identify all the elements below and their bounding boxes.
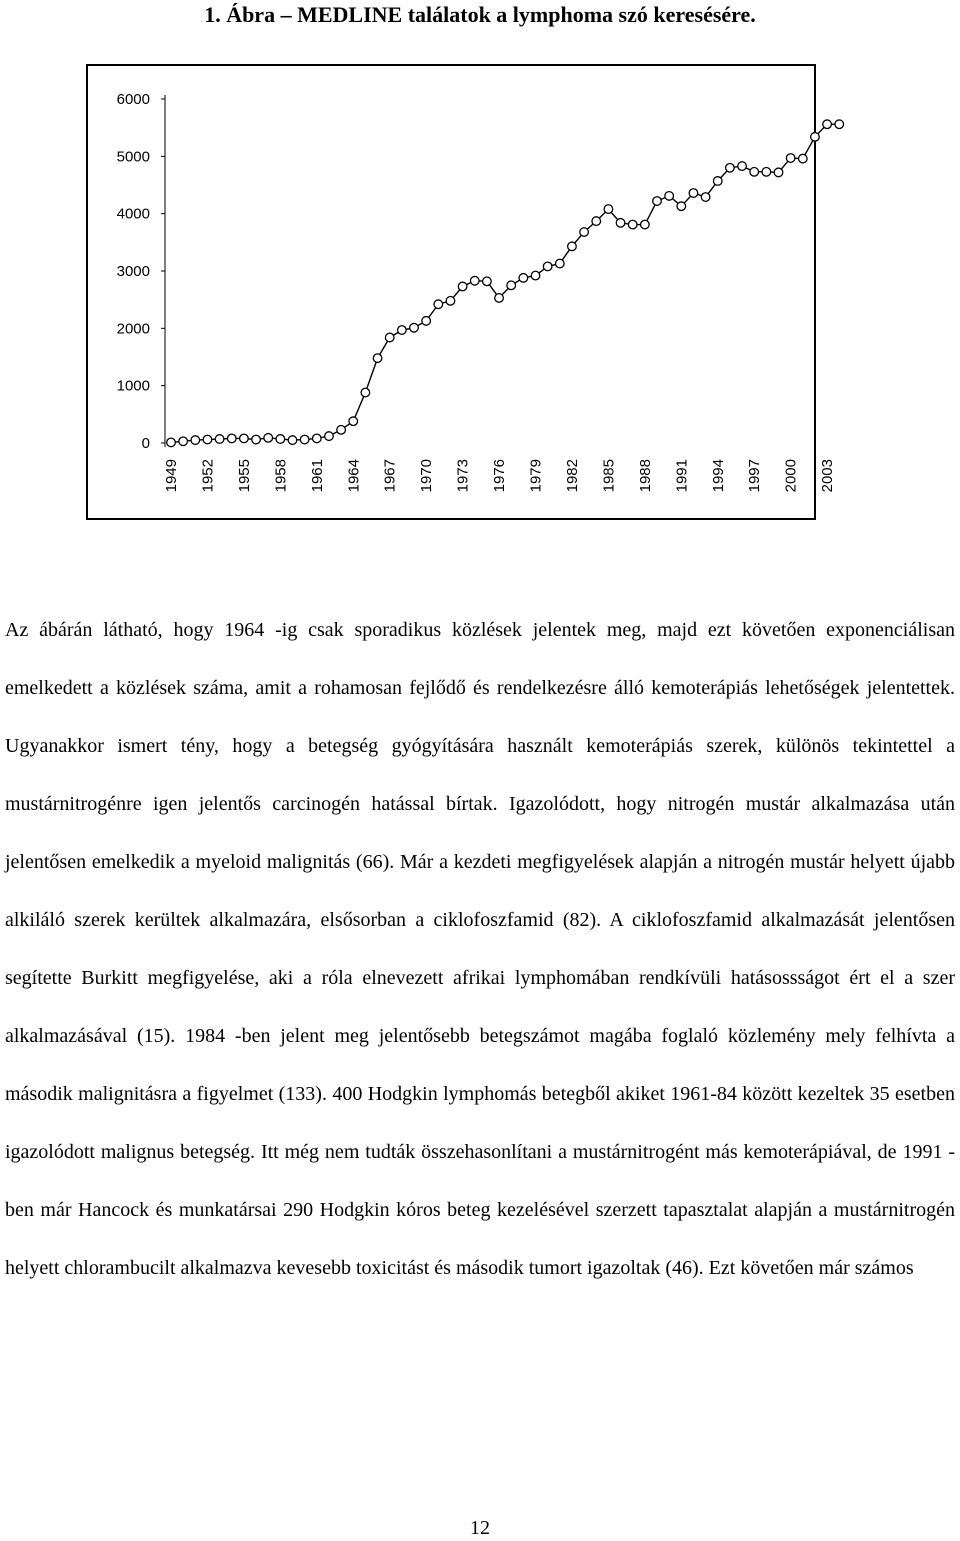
data-point [361, 388, 370, 397]
data-point [264, 434, 273, 443]
x-tick-label: 1982 [563, 459, 581, 493]
x-tick-label: 1994 [709, 459, 727, 493]
x-tick-label: 1958 [272, 459, 290, 493]
data-point [665, 192, 674, 201]
data-point [641, 220, 650, 229]
data-point [495, 294, 504, 303]
data-point [580, 228, 589, 237]
y-tick-label: 0 [141, 435, 150, 452]
data-point [203, 435, 212, 444]
data-point [653, 197, 662, 206]
data-point [422, 317, 431, 326]
chart-frame [86, 64, 837, 520]
data-point [556, 259, 565, 268]
x-tick-label: 2003 [819, 459, 837, 493]
data-point [288, 436, 297, 445]
data-point [689, 189, 698, 198]
data-point [531, 271, 540, 280]
y-tick-label: 6000 [116, 91, 150, 108]
data-point [738, 162, 747, 171]
data-point [398, 326, 407, 335]
data-point [616, 219, 625, 228]
y-tick-label: 4000 [116, 205, 150, 223]
x-tick-label: 1964 [345, 459, 363, 493]
data-point [835, 120, 844, 129]
data-point [762, 168, 771, 177]
y-tick-label: 1000 [116, 377, 150, 395]
data-point [774, 168, 783, 177]
data-point [470, 276, 479, 285]
data-point [713, 177, 722, 186]
data-point [519, 274, 528, 283]
data-point [179, 437, 188, 446]
y-tick-label: 5000 [116, 148, 150, 166]
x-tick-label: 1952 [199, 459, 217, 493]
data-point [252, 435, 261, 444]
x-tick-label: 1985 [600, 459, 618, 493]
data-point [592, 217, 601, 226]
x-tick-label: 1997 [746, 459, 764, 493]
data-point [823, 120, 832, 129]
data-point [604, 205, 613, 214]
data-point [325, 432, 334, 441]
data-point [799, 154, 808, 163]
medline-line-chart [88, 66, 837, 518]
data-point [349, 417, 358, 426]
y-tick-label: 2000 [116, 320, 150, 338]
data-point [215, 435, 224, 444]
series-line [171, 124, 839, 442]
data-point [227, 434, 236, 443]
data-point [410, 323, 419, 332]
data-point [458, 282, 467, 291]
data-point [543, 262, 552, 271]
x-tick-label: 1949 [163, 459, 180, 493]
data-point [191, 436, 200, 445]
data-point [701, 193, 710, 202]
data-point [373, 354, 382, 363]
data-point [385, 333, 394, 342]
x-tick-label: 1955 [235, 459, 253, 493]
x-tick-label: 1961 [308, 459, 326, 493]
x-tick-label: 1988 [636, 459, 654, 493]
data-point [446, 297, 455, 306]
x-tick-label: 1991 [673, 459, 691, 493]
page-number: 12 [470, 1517, 490, 1539]
x-tick-label: 1979 [527, 459, 545, 493]
x-tick-label: 1973 [454, 459, 472, 493]
data-point [568, 242, 577, 251]
data-point [483, 277, 492, 286]
data-point [276, 435, 285, 444]
data-point [786, 154, 795, 163]
body-paragraph: Az ábárán látható, hogy 1964 -ig csak sporadikus közlések jelentek meg, majd ezt követően exponenciálisan emelkedett a közlések száma, amit a rohamosan fejlődő és rendelkezésre álló kemoterápiás lehetőségek jelentettek. Ugyanakkor ismert tény, hogy a betegség gyógyítására használt kemoterápiás szerek, különös tekintettel a mustárnitrogénre igen jelentős carcinogén hatással bírtak. Igazolódott, hogy nitrogén mustár alkalmazása után jelentősen emelkedik a myeloid malignitás (66). Már a kezdeti megfigyelések alapján a nitrogén mustár helyett újabb alkiláló szerek kerültek alkalmazára, elsősorban a ciklofoszfamid (82). A ciklofoszfamid alkalmazását jelentősen segítette Burkitt megfigyelése, aki a róla elnevezett afrikai lymphomában rendkívüli hatásossságot ért el a szer alkalmazásával (15). 1984 -ben jelent meg jelentősebb betegszámot magába foglaló közlemény mely felhívta a második malignitásra a figyelmet (133). 400 Hodgkin lymphomás betegből akiket 1961-84 között kezeltek 35 esetben igazolódott malignus betegség. Itt még nem tudták összehasonlítani a mustárnitrogént más kemoterápiával, de 1991 -ben már Hancock és munkatársai 290 Hodgkin kóros beteg kezelésével szerzett tapasztalat alapján a mustárnitrogén helyett chlorambucilt alkalmazva kevesebb toxicitást és második tumort igazoltak (46). Ezt követően már számos [5, 619, 955, 1279]
data-point [507, 281, 516, 290]
data-point [167, 438, 176, 447]
data-point [240, 434, 249, 443]
data-point [300, 435, 309, 444]
x-tick-label: 1970 [418, 459, 436, 493]
data-point [750, 168, 759, 177]
data-point [811, 133, 820, 142]
figure-caption: 1. Ábra – MEDLINE találatok a lymphoma szó keresésére. [204, 2, 756, 27]
data-point [677, 202, 686, 211]
data-point [726, 164, 735, 173]
x-tick-label: 1976 [491, 459, 509, 493]
data-point [628, 220, 637, 229]
data-point [337, 426, 346, 435]
y-tick-label: 3000 [116, 263, 150, 280]
x-tick-label: 1967 [381, 459, 399, 493]
x-tick-label: 2000 [782, 459, 800, 493]
data-point [313, 434, 322, 443]
data-point [434, 300, 443, 309]
